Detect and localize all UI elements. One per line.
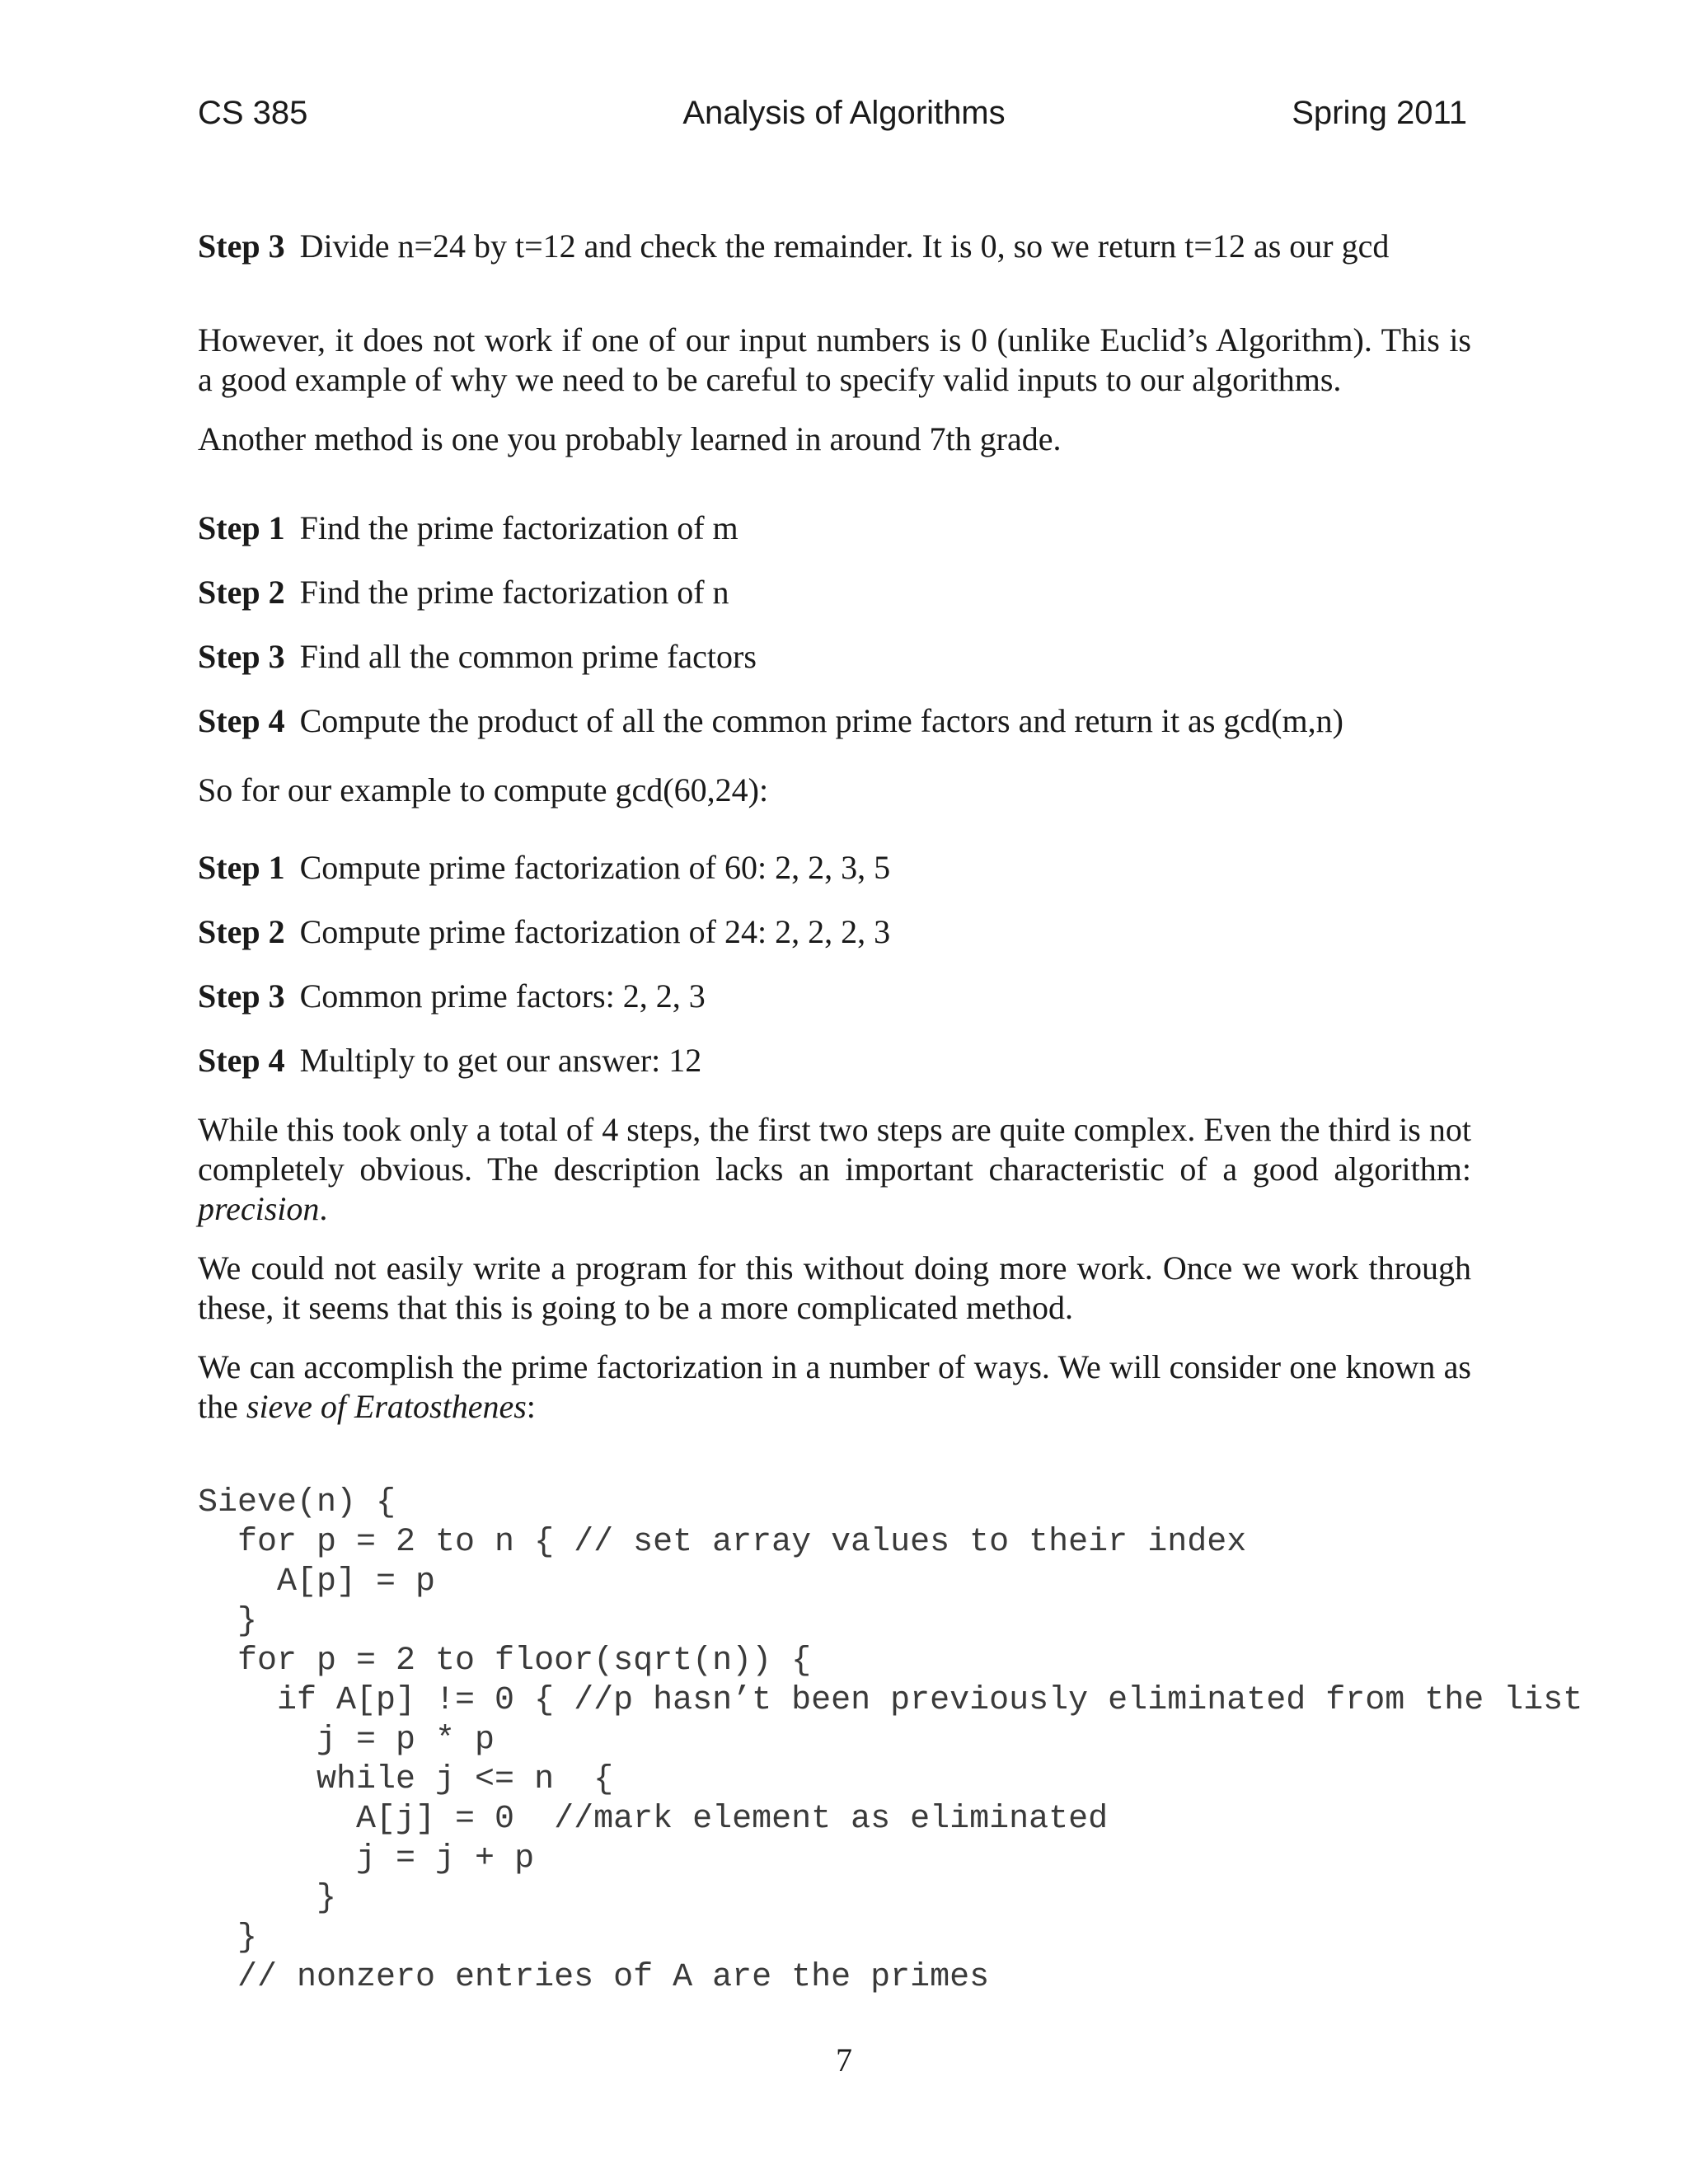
step-label: Step 4 (198, 1042, 285, 1079)
code-line: j = j + p (198, 1840, 535, 1877)
header-course: CS 385 (198, 95, 308, 131)
code-line: } (198, 1880, 337, 1917)
code-line: if A[p] != 0 { //p hasn’t been previously eliminated from the list (198, 1682, 1583, 1719)
paragraph-end: . (319, 1190, 328, 1227)
example-step-2 (198, 912, 1471, 952)
step-label: Step 1 (198, 509, 285, 546)
method-step-3 (198, 637, 1471, 677)
example-step-1 (198, 848, 1471, 888)
code-line: while j <= n { (198, 1761, 614, 1798)
step-label: Step 2 (198, 913, 285, 950)
paragraph-sieve-intro (198, 1347, 1471, 1427)
step-text: Divide n=24 by t=12 and check the remainder. It is 0, so we return t=12 as our gcd (299, 227, 1390, 265)
method-step-1 (198, 509, 1471, 548)
method-step-2 (198, 573, 1471, 612)
header-title: Analysis of Algorithms (682, 95, 1006, 131)
code-line: j = p * p (198, 1722, 495, 1759)
code-line: // nonzero entries of A are the primes (198, 1959, 990, 1996)
step-text: Compute prime factorization of 24: 2, 2, 2, 3 (299, 913, 891, 950)
step-text: Find the prime factorization of m (299, 509, 738, 546)
paragraph-example-intro: So for our example to compute gcd(60,24): (198, 771, 769, 808)
paragraph-end: : (526, 1388, 536, 1425)
paragraph-another-method: Another method is one you probably learned in around 7th grade. (198, 420, 1062, 457)
paragraph-text: While this took only a total of 4 steps, the first two steps are quite complex. Even the third is not completely obvious. The description lacks an important characteristic of a good algorithm: (198, 1111, 1471, 1188)
example-step-3 (198, 977, 1471, 1016)
paragraph-more-work: We could not easily write a program for this without doing more work. Once we work through these, it seems that this is going to be a more complicated method. (198, 1249, 1471, 1326)
method-step-4 (198, 701, 1471, 741)
paragraph-invalid-inputs: However, it does not work if one of our input numbers is 0 (unlike Euclid’s Algorithm). This is a good example of why we need to be careful to specify valid inputs to our algorithms. (198, 321, 1471, 398)
code-line: for p = 2 to floor(sqrt(n)) { (198, 1643, 812, 1680)
code-block-sieve (198, 1483, 1582, 1998)
step-text: Compute prime factorization of 60: 2, 2, 3, 5 (299, 849, 891, 886)
code-line: for p = 2 to n { // set array values to their index (198, 1524, 1247, 1561)
step-label: Step 1 (198, 849, 285, 886)
code-line: } (198, 1603, 258, 1640)
emphasis-precision: precision (198, 1190, 320, 1227)
step-text: Multiply to get our answer: 12 (299, 1042, 702, 1079)
step-text: Find all the common prime factors (299, 638, 757, 675)
step-label: Step 3 (198, 638, 285, 675)
paragraph-text: We can accomplish the prime factorization in a number of ways. We will consider one known as the (198, 1348, 1471, 1425)
example-step-4 (198, 1041, 1471, 1080)
paragraph-precision (198, 1110, 1471, 1229)
body-text (198, 227, 1471, 1446)
step-label: Step 4 (198, 702, 285, 739)
emphasis-sieve: sieve of Eratosthenes (246, 1388, 527, 1425)
step-label: Step 2 (198, 574, 285, 611)
step-text: Compute the product of all the common prime factors and return it as gcd(m,n) (299, 702, 1343, 739)
page-number: 7 (836, 2041, 852, 2079)
code-line: A[p] = p (198, 1563, 436, 1601)
step-label: Step 3 (198, 227, 285, 265)
code-line: Sieve(n) { (198, 1484, 396, 1521)
code-line: } (198, 1919, 258, 1957)
step-text: Common prime factors: 2, 2, 3 (299, 977, 706, 1015)
step-3-top (198, 227, 1471, 266)
step-text: Find the prime factorization of n (299, 574, 729, 611)
header-term: Spring 2011 (1292, 95, 1467, 131)
step-label: Step 3 (198, 977, 285, 1015)
code-line: A[j] = 0 //mark element as eliminated (198, 1801, 1109, 1838)
